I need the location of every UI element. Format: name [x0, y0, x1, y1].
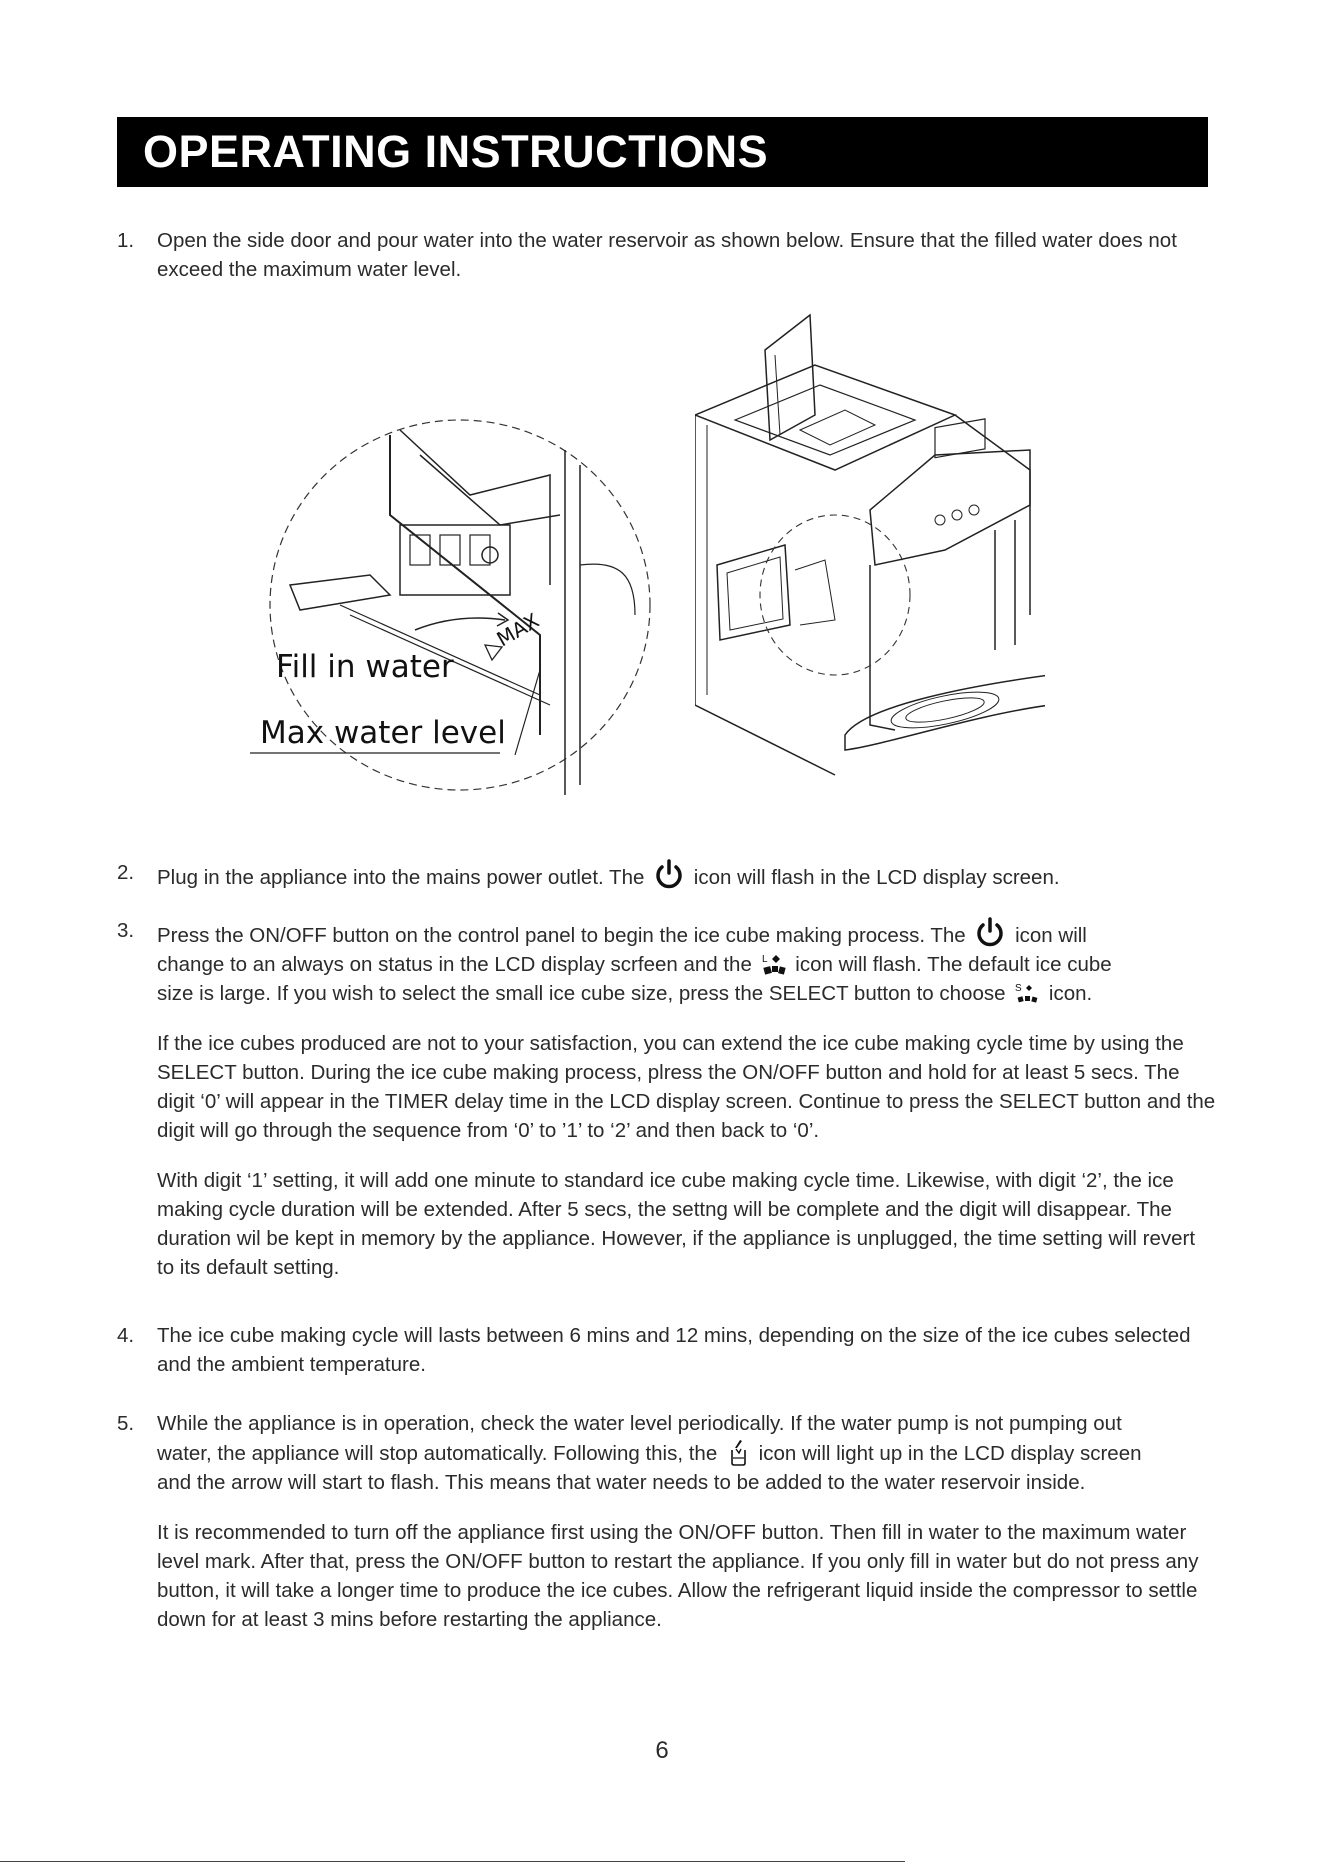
step-text: water, the appliance will stop automatically. Following this, the: [157, 1442, 718, 1465]
step-text: While the appliance is in operation, check the water level periodically. If the water pump is not pumping out: [157, 1412, 1122, 1435]
step-text: Plug in the appliance into the mains power outlet. The: [157, 866, 645, 889]
step-number: 3.: [117, 919, 135, 942]
step-text: icon.: [1048, 982, 1093, 1005]
step-text: With digit ‘1’ setting, it will add one minute to standard ice cube making cycle time. Likewise, with digit ‘2’, the ice making cycle duration will be extended. After 5 secs, the settng will be complete and the digit will disappear. The duration wil be kept in memory by the appliance. However, if the appliance is unplugged, the time setting will revert to its default setting.: [157, 1169, 1196, 1279]
power-icon: [653, 858, 685, 890]
step-text: icon will light up in the LCD display screen: [758, 1442, 1142, 1465]
svg-text:L: L: [761, 954, 768, 965]
step-number: 2.: [117, 861, 135, 884]
step-text: Press the ON/OFF button on the control panel to begin the ice cube making process. The: [157, 924, 966, 947]
svg-text:S: S: [1015, 983, 1022, 994]
step-number: 5.: [117, 1412, 135, 1435]
max-level-callout: Max water level: [260, 715, 506, 751]
step-text: and the arrow will start to flash. This means that water needs to be added to the water reservoir inside.: [157, 1471, 1086, 1494]
ice-maker-illustration: [695, 305, 1045, 795]
fill-water-callout: Fill in water: [276, 649, 454, 685]
page-number: 6: [655, 1737, 669, 1764]
step-text: Open the side door and pour water into the water reservoir as shown below. Ensure that the filled water does not exceed the maximum water level.: [157, 229, 1177, 281]
footer-rule: [0, 1861, 905, 1862]
step-text: icon will flash. The default ice cube: [795, 953, 1112, 976]
section-title-bar: [117, 117, 1208, 187]
step-text: size is large. If you wish to select the small ice cube size, press the SELECT button to choose: [157, 982, 1006, 1005]
step-text: The ice cube making cycle will lasts between 6 mins and 12 mins, depending on the size of the ice cubes selected and the ambient temperature.: [157, 1324, 1191, 1376]
reservoir-detail-illustration: [240, 415, 680, 815]
add-water-icon: [726, 1438, 750, 1466]
step-number: 1.: [117, 229, 135, 252]
step-text: icon will: [1015, 924, 1087, 947]
max-mark-label: MAX: [492, 608, 544, 652]
small-ice-icon: [1014, 982, 1040, 1006]
step-text: It is recommended to turn off the appliance first using the ON/OFF button. Then fill in water to the maximum water level mark. After that, press the ON/OFF button to restart the appliance. If you only fill in water but do not press any button, it will take a longer time to produce the ice cubes. Allow the refrigerant liquid inside the compressor to settle down for at least 3 mins before restarting the appliance.: [157, 1521, 1199, 1631]
step-text: change to an always on status in the LCD display scrfeen and the: [157, 953, 752, 976]
large-ice-icon: [761, 953, 787, 977]
step-text: icon will flash in the LCD display screen.: [693, 866, 1060, 889]
step-text: If the ice cubes produced are not to your satisfaction, you can extend the ice cube making cycle time by using the SELECT button. During the ice cube making process, plress the ON/OFF button and hold for at least 5 secs. The digit ‘0’ will appear in the TIMER delay time in the LCD display screen. Continue to press the SELECT button and the digit will go through the sequence from ‘0’ to ’1’ to ‘2’ and then back to ‘0’.: [157, 1032, 1216, 1142]
step-number: 4.: [117, 1324, 135, 1347]
page-title: OPERATING INSTRUCTIONS: [143, 126, 769, 177]
power-icon: [974, 916, 1006, 948]
